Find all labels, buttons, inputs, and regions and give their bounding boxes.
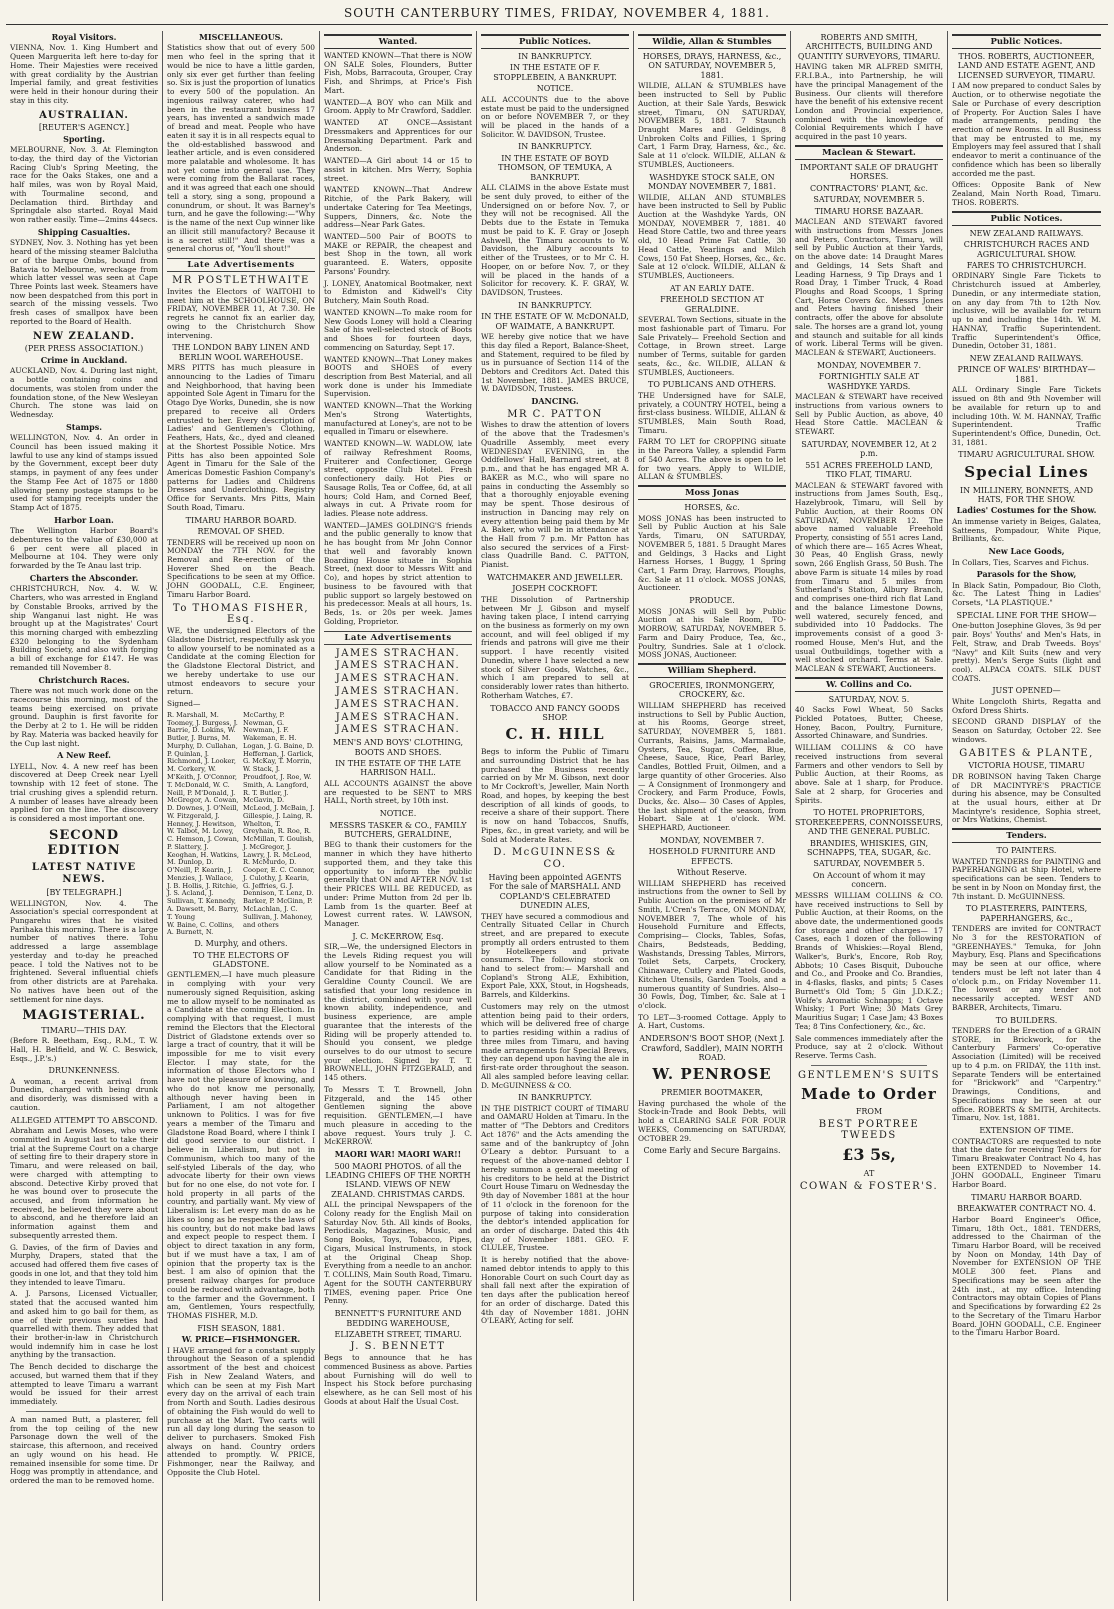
bankruptcy-1-heading: IN THE ESTATE OF F. STOPPLEBEIN, A BANKRUPT.: [493, 63, 617, 82]
bazaar-label: TIMARU HORSE BAZAAR.: [814, 206, 924, 216]
penrose-name: W. PENROSE: [652, 1065, 772, 1084]
farm-text: FARM TO LET for CROPPING situate in the Pareora Valley, a splendid Farm of 540 Acres. The above is open to let for two years. Apply to WILDIE, ALLAN & STUMBLES.: [638, 437, 786, 482]
reef-text: LYELL, Nov. 4. A new reef has been discovered at Deep Creek near Lyell township with 12 feet of stone. The trial crushing gives a splendid return. A number of leases have already been applied for on the line. The discovery is considered a most important one.: [10, 761, 158, 824]
cottage-text: TO LET—3-roomed Cottage. Apply to A. Hart, Customs.: [638, 1012, 786, 1031]
column-4: [477, 31, 634, 1601]
gladstone-text: GENTLEMEN,—I have much pleasure in complying with your very numerously signed Requisition, asking me to allow myself to be nominated as a Candidate at the coming Election. In complying with that request, I must remind the Electors that the Electoral District of Gladstone extends over so large a tract of country, that it will be impossible for me to visit every Elector. I may state, for the information of those Electors who I have not the pleasure of knowing, and who do not know me personally, although never having been in Parliament, I am not altogether unknown to Politics. I was for five years a member of the Timaru and Gladstone Road Board, where I think I did good service to our district. I believe in Liberalism, but not in Communism, which too many of the self-styled Liberals of the day, who advocate liberty for their own views but for no one else, do not vote for. I hold property in all parts of the country, and partially want. My view of Liberalism is: Let every man do as he likes so long as he respects the laws of his country, but do not make bad laws and expect people to respect them. I object to direct taxation in any form, but if we must have a tax, I am of opinion that the property tax is the best. I am also of opinion that the present railway charges for produce could be reduced with advantage, both to the farmer and the Government. I am, Gentlemen, Yours respectfully, THOMAS FISHER, M.D.: [167, 970, 315, 1321]
bennett-address: ELIZABETH STREET, TIMARU.: [334, 1329, 462, 1339]
special-lines: Special Lines: [964, 462, 1089, 481]
notice-heading: NOTICE.: [379, 809, 417, 819]
strachan-4: JAMES STRACHAN.: [335, 685, 461, 697]
price-text: I HAVE arranged for a constant supply throughout the Season of a splendid assortment of the best and choicest Fish in New Zealand Waters, and which can be seen at my Fish Mart every day on the arrival of each train from North and South. Ladies desirous of obtaining the Fish would do well to purchase at the Mart. Two carts will run all day long during the season to deliver to purchasers. Smoked Fish always on hand. Country orders attended to promptly. W. PRICE, Fishmonger, near the Railway, and Opposite the Club Hotel.: [167, 1345, 315, 1477]
wanted-4: WANTED—A Girl about 14 or 15 to assist in kitchen. Mrs Werry, Sophia street.: [324, 156, 472, 183]
tasker-text: BEG to thank their customers for the manner in which they have hitherto supported them, and they take this opportunity to inform the public generally that ON and AFTER NOV. 1st their PRICES WILL BE REDUCED, as under: Prime Mutton from 2d per lb. Lamb from 1s the quarter. Beef at Lowest current rates. W. LAWSON, Manager.: [324, 840, 472, 929]
bennett-text: Begs to announce that he has commenced Business as above. Parties about Furnishing will do well to Inspect his Stock before purchasing elsewhere, as he can Sell most of his Goods at about Half the Usual Cost.: [324, 1353, 472, 1406]
bennett-name: J. S. BENNETT: [350, 1341, 446, 1353]
signed-label: Signed—: [167, 699, 201, 709]
moss-jonas-heading: Moss Jonas: [638, 485, 786, 500]
fortnightly-text: MACLEAN & STEWART have received instructions from various owners to Sell by Public Auction, as above, 40 Head Store Cattle. MACLEAN & STEWART.: [795, 392, 943, 437]
brandies-text: MESSRS WILLIAM COLLINS & CO. have received instructions to Sell by Public Auction, at their Rooms, on the above date, the undermentioned goods for storage and other charges— 17 Cases, each 1 dozen of the following Brands of Whiskies:—Royal Blend, Walker's, Burk's, Encore, Rob Roy, Abbots; 10 Cases Bisquit, Dubouche and Co., and Prooke and Co. Brandies, in 4-flasks, flasks, and pints; 5 Cases Burnett's Old Tom; 5 Gin J.D.K.Z.; Wolfe's Aromatic Schnapps; 1 Octave Whisky; 1 Port Wine; 30 Mats Grey Mauritius Sugar; 1 Case Jam; 43 Boxes Tea; 8 Tins Confectionery, &c., &c.: [795, 890, 943, 1031]
latest-news-heading: LATEST NATIVE NEWS.: [31, 862, 137, 886]
hill-text: Begs to inform the Public of Timaru and surrounding District that he has purchased the Business recently carried on by Mr M. Gibson, next door to Mr Cockroft's, Jeweller, Main North Road, and hopes, by keeping the best description of all kinds of goods, to receive a share of their support. There is now on hand Tobaccos, Snuffs, Pipes, &c., in great variety, and will be Sold at Moderate Rates.: [481, 747, 629, 844]
harbor-loan-text: The Wellington Harbor Board's debentures to the value of £30,000 at 6 per cent were all placed in Melbourne at 104. They were only forwarded by the Te Anau last trip.: [10, 526, 158, 571]
from-label: FROM: [855, 1107, 883, 1117]
gabites-name: GABITES & PLANTE,: [959, 747, 1094, 759]
misc-heading: MISCELLANEOUS.: [199, 32, 283, 42]
wildie-heading: Wildie, Allan & Stumbles: [638, 34, 786, 49]
wanted-2: WANTED—A BOY who can Milk and Groom. Apply to Mr Crawford, Saddler.: [324, 97, 472, 116]
birthday-heading: PRINCE OF WALES' BIRTHDAY—1881.: [957, 365, 1096, 384]
publicans-text: THE Undersigned have for SALE, privately, a COUNTRY HOTEL, being a first-class business. WILDIE, ALLAN & STUMBLES, Main South Road, Timaru.: [638, 390, 786, 435]
wanted-7: J. LONEY, Anatomical Bootmaker, next to Edmiston and Kidwell's City Butchery, Main South Road.: [324, 278, 472, 306]
fortnightly-heading: FORTNIGHTLY SALE AT WASHDYKE YARDS.: [818, 372, 920, 391]
strachan-2: JAMES STRACHAN.: [335, 660, 461, 672]
strachan-text: MEN'S AND BOYS' CLOTHING, BOOTS AND SHOES.: [332, 738, 464, 757]
tobacco-heading: TOBACCO AND FANCY GOODS SHOP.: [490, 703, 620, 723]
wanted-5: WANTED KNOWN—That Andrew Ritchie, of the Park Bakery, will undertake Catering for Tea Meetings, Suppers, Dinners, &c. Note the address—Near Park Gates.: [324, 185, 472, 230]
bankruptcy-4-text: IN THE DISTRICT COURT of TIMARU and OAMARU Holden at Timaru. In the matter of "The Debtors and Creditors Act 1876" and the Acts amending the same and of the bankruptcy of John O'Leary a debtor. Pursuant to a request of the above-named debtor I hereby summon a general meeting of his creditors to be held at the District Court House Timaru on Wednesday the 9th day of November 1881 at the hour of 11 o'clock in the forenoon for the purpose of taking into consideration the debtor's intended application for an order of discharge. Dated this 4th day of November 1881. GEO. F. CLULEE, Trustee.: [481, 1103, 629, 1253]
show-heading: TIMARU AGRICULTURAL SHOW.: [958, 450, 1095, 460]
brandies-heading: BRANDIES, WHISKIES, GIN, SCHNAPPS, TEA, SUGAR, &c.: [806, 838, 932, 858]
washdyke-text: WILDIE, ALLAN AND STUMBLES have been instructed to Sell by Public Auction at the Washdyke Yards, ON MONDAY, NOVEMBER 7, 1881. 40 Head Store Cattle, two and three years old, 10 Head Prime Fat Cattle, 30 Head Cattle, Yearlings and Milch Cows, 150 Fat Sheep, Horses, &c., &c. Sale at 12 o'clock. WILDIE, ALLAN & STUMBLES, Auctioneers.: [638, 192, 786, 281]
acres-heading: 551 ACRES FREEHOLD LAND, TIKO FLAT, TIMARU.: [805, 460, 933, 480]
second-edition-heading: SECOND EDITION: [47, 827, 121, 859]
divider-2: [811, 1065, 927, 1066]
crime-heading: Crime in Auckland.: [40, 354, 128, 365]
bankruptcy-4-text-2: It is hereby notified that the above-named debtor intends to apply to this Honorable Court on such Court day as shall fall next after the expiration of ten days after the publication hereof for an order of discharge. Dated this 4th day of November 1881. JOHN O'LEARY, Acting for self.: [481, 1255, 629, 1326]
shipping-heading: Shipping Casualties.: [37, 226, 131, 237]
wanted-9: WANTED KNOWN—That Loney makes BOOTS and SHOES of every description from Best Material, and all work done is under his Immediate Supervision.: [324, 354, 472, 399]
shepherd-text: WILLIAM SHEPHERD has received instructions to Sell by Public Auction, at his Rooms, George street, SATURDAY, NOVEMBER 5, 1881. Currants, Raisins, Jams, Marmalade, Oysters, Tea, Sugar, Coffee, Blue, Cheese, Sauce, Rice, Pearl Barley, Candles, Bottled Fruit, Oilmen, and a large quantity of other Groceries. Also— A Consignment of Ironmongery and Crockery, and Farm Produce, Fowls, Ducks, &c. Also— 30 Cases of Apples, the last shipment of the season, from Hobart. Sale at 1 o'clock. WM. SHEPHARD, Auctioneer.: [638, 700, 786, 833]
freehold-heading: FREEHOLD SECTION AT GERALDINE.: [660, 295, 764, 314]
builders-heading: TO BUILDERS.: [995, 1015, 1058, 1025]
agents-text-2: Customers may rely on the utmost attention being paid to their orders, which will be delivered free of charge to parties residing within a radius of three miles from Timaru, and having made arrangements for Special Brews, they can depend upon having the ale in first-rate order throughout the season. All ales sampled before leaving cellar. D. McGUINNESS & CO.: [481, 1001, 629, 1090]
bargains-text: Come Early and Secure Bargains.: [643, 1146, 781, 1156]
produce-text: MOSS JONAS will Sell by Public Auction at his Sale Room, TO-MORROW, SATURDAY, NOVEMBER 5. Farm and Dairy Produce, Tea, &c., Poultry, Sundries. Sale at 1 o'clock. MOSS JONAS, Auctioneer.: [638, 606, 786, 660]
telegraph-credit: [BY TELEGRAPH.]: [46, 888, 122, 898]
parasols-heading: Parasols for the Show,: [976, 569, 1077, 580]
harbour-board-heading: TIMARU HARBOR BOARD.: [185, 515, 297, 525]
masthead: [6, 4, 1108, 25]
column-7: [948, 31, 1105, 1601]
royal-heading: Royal Visitors.: [51, 32, 117, 42]
bankruptcy-1: IN BANKRUPTCY.: [518, 52, 592, 62]
sporting-text: MELBOURNE, Nov. 3. At Flemington to-day, the third day of the Victorian Racing Club's Spring Meeting, the race for the Oaks Stakes, one and a half miles, was won by Royal Maid, with Tourmaline second, and Declamation third. Birthday and Springdale also started. Royal Maid won rather easily. Time—2mins 44secs.: [10, 145, 158, 225]
charters-heading: Charters the Absconder.: [29, 572, 139, 583]
display-text: SECOND GRAND DISPLAY of the Season on Saturday, October 22. See windows.: [952, 717, 1101, 744]
suits-heading: GENTLEMEN'S SUITS: [798, 1069, 940, 1081]
mcguinness-name: D. McGUINNESS & CO.: [493, 847, 617, 871]
abscond-text-2: G. Davies, of the firm of Davies and Murphy, Drapers, stated that the accused had offered them five cases of goods in one lot, and that they told him they intended to leave Timaru.: [10, 1242, 158, 1287]
mckerrow-reply: To Messrs T. T. Brownell, John Fitzgerald, and the 145 other Gentlemen signing the above requisition. GENTLEMEN,—I have much pleasure in acceding to the above request. Yours truly J. C. McKERROW.: [324, 1084, 472, 1147]
press-credit: (PER PRESS ASSOCIATION.): [24, 344, 144, 354]
mckerrow-heading: J. C. McKERROW, Esq.: [352, 931, 444, 941]
wanted-11: WANTED KNOWN—W. WADLOW, late of railway Refreshment Rooms, Fruiterer and Confectioner, George street, opposite Club Hotel. Fresh confectionery daily. Hot Pies or Sausage Rolls, Tea or Coffee, 6d, at all hours; Cold Ham, and Corned Beef, always in cut. A Private room for ladies. Please note address.: [324, 439, 472, 518]
maclean-heading: Maclean & Stewart.: [795, 145, 943, 160]
linen-text: MRS PITTS has much pleasure in announcing to the Ladies of Timaru and Neighborhood, that having been appointed Sole Agent in Timaru for the Otago Dye Works, Dunedin, she is now prepared to receive all Orders entrusted to her. Every description of Ladies' and Gentlemen's Clothing, Feathers, Hats, &c., dyed and cleaned at the Shortest Possible Notice. Mrs Pitts has also been appointed Sole Agent in Timaru for the Sale of the Americas Domestic Fashion Company's patterns for Ladies and Childrens Dresses and Underclothing. Registry Office for Servants. Mrs Pitts, Main South Road, Timaru.: [167, 363, 315, 512]
price-heading: W. PRICE—FISHMONGER.: [181, 1334, 301, 1345]
strachan-1: JAMES STRACHAN.: [335, 647, 461, 659]
public-notices-heading-3: Public Notices.: [952, 211, 1101, 226]
reuter-credit: [REUTER'S AGENCY.]: [38, 123, 130, 133]
crime-text: AUCKLAND, Nov. 4. During last night, a bottle containing coins and documents, was stolen from under the foundation stone, of the New Wesleyan Church. The stone was laid on Wednesday.: [10, 366, 158, 419]
parasols-text: In Black Satin, Pompadour, Bio Cloth, &c. The Latest Thing in Ladies' Corsets, "LA PLASTIQUE.": [952, 580, 1101, 608]
moss-text: MOSS JONAS has been instructed to Sell by Public Auction at his Sale Yards, Timaru, ON SATURDAY, NOVEMBER 5, 1881. 5 Draught Mares and Geldings, 3 Hacks and Light Harness Horses, 1 Buggy, 1 Spring Cart, 1 Farm Dray, Harrows, Ploughs, &c. Sale at 11 o'clock. MOSS JONAS, Auctioneer.: [638, 513, 786, 593]
roberts-heading: ROBERTS AND SMITH, ARCHITECTS, BUILDING AND QUANTITY SURVEYORS, TIMARU.: [797, 33, 941, 61]
rail-heading-2: NEW ZEALAND RAILWAYS.: [969, 353, 1084, 363]
agents-text: THEY have secured a commodious and Centrally Situated Cellar in Church street, and are prepared to execute promptly all orders entrusted to them by Hotelkeepers and private consumers. The following stock on hand to select from:— Marshall and Copland's Strong ALE, Exhibition, Export Pale, XXX, Stout, in Hogsheads, Barrels, and Kilderkins.: [481, 911, 629, 1000]
draught-text: MACLEAN AND STEWART favored with instructions from Messrs Jones and Peters, Contractors, Timaru, will sell by Public Auction at their Yards, on the above date: 14 Draught Mares and Geldings, 14 Sets Shaft and Leading Harness, 9 Tip Drays and 1 Road Dray, 1 Timber Truck, 4 Road Ploughs and Road Scoops, 1 Spring Cart, Horse Covers &c. Messrs Jones and Peters having finished their contracts, offer the above for absolute sale. The horses are a grand lot, young and staunch and suitable for all kinds of work. Liberal Terms will be given. MACLEAN & STEWART, Auctioneers.: [795, 217, 943, 358]
wanted-6: WANTED—500 Pair of BOOTS to MAKE or REPAIR, the cheapest and best Shop in the town, all work guaranteed. E. Waters, opposite Parsons' Foundry.: [324, 231, 472, 276]
robinson-text: DR ROBINSON having Taken Charge of DR MACINTYRE'S PRACTICE during his absence, may be Consulted at the usual hours, either at Dr Macintyre's residence, Sophia street, or Mrs Watkins, Chemist.: [952, 771, 1101, 825]
bennett-heading: BENNETT'S FURNITURE AND BEDDING WAREHOUSE,: [334, 1309, 462, 1328]
fish-season-heading: FISH SEASON, 1881.: [197, 1323, 285, 1333]
reef-heading: A New Reef.: [57, 750, 111, 761]
australian-heading: AUSTRALIAN.: [39, 109, 129, 121]
wcollins-text-2: WILLIAM COLLINS & CO have received instructions from several Farmers and other vendors to Sell by Public Auction, at their Rooms, as above. Sale at 1 sharp, for Produce. Sale at 2 sharp, for Groceries and Spirits.: [795, 743, 943, 805]
dancing-heading: DANCING.: [531, 396, 579, 407]
groceries-heading: GROCERIES, IRONMONGERY, CROCKERY, &c.: [649, 681, 775, 700]
timaru-today: TIMARU—THIS DAY.: [41, 1025, 127, 1035]
abscond-text-3: A. J. Parsons, Licensed Victualler, stated that the accused wanted him and asked him to go bail for them, as one of their previous sureties had quarrelled with them. They added that their brother-in-law in Christchurch would indemnify him in case he lost anything by the transaction.: [10, 1289, 158, 1360]
maori-heading: MAORI WAR! MAORI WAR!!: [334, 1149, 462, 1160]
account-label: On Account of whom it may concern.: [812, 870, 926, 890]
acres-text: MACLEAN & STEWART favored with instructions from James South, Esq., Hazelybrook, Timaru, will Sell by Public Auction, at their Rooms ON SATURDAY, NOVEMBER 12. The above named valuable Freehold Property, consisting of 551 acres Land, of which there are— 165 Acres Wheat, 30 Peas, 40 English Grass, newly sown, 266 English Grass, 50 Bush. The above Farm is situate 14 miles by road from Timaru and 5 miles from Sutherland's Station, Albury Branch, and comprises one-third rich flat Land and the balance Limestone Downs, well watered, securely fenced, and subdivided into 10 Paddocks. The improvements consist of a good 3-roomed House, Men's Hut, and the usual Outbuildings, together with a well stocked orchard. Terms at Sale. MACLEAN & STEWART, Auctioneers.: [795, 480, 943, 674]
sporting-heading: Sporting.: [63, 133, 105, 144]
fisher-heading: To THOMAS FISHER, Esq.: [172, 602, 310, 626]
extension-text: CONTRACTORS are requested to note that the date for receiving Tenders for Timaru Breakwater Contract No 4, has been EXTENDED to November 14. JOHN GOODALL, Engineer Timaru Harbor Board.: [952, 1136, 1101, 1190]
gladstone-heading: TO THE ELECTORS OF GLADSTONE.: [192, 950, 290, 969]
agents-heading: Having been appointed AGENTS For the sale of MARSHALL AND COPLAND'S CELEBRATED DUNEDIN ALES,: [488, 872, 622, 911]
harbor-loan-heading: Harbor Loan.: [54, 514, 114, 525]
millinery-heading: IN MILLINERY, BONNETS, AND HATS, FOR THE SHOW.: [959, 485, 1094, 504]
abscond-heading: ALLEGED ATTEMPT TO ABSCOND.: [10, 1115, 158, 1125]
lace-text: In Collars, Ties, Scarves and Fichus.: [952, 557, 1089, 567]
sat5-label: SATURDAY, NOVEMBER 5.: [813, 195, 925, 205]
signatory-names-a: R. Marshall, M. Toomey, J. Burgess, J. Barrie, D. Lokins, W. Butler, J. Burns, M. Murphy, D. Cullahan, P. Quinlan, J. Richmond, J. Looker, M. Corkery, W. M'Keith, J. O'Connor, T. McDonald, W. C. Neill, P. M'Donald, J. McGregor, A. Cowan, D. Downes, J. O'Neill, W. Fitzgerald, J. Henney, J. Hewitson, W. Talbot, M. Lovey, C. Hemson, J. Cowan, P. Slattery, J. Keoghan, H. Watkins, M. Dunlop, D. O'Neill, P. Kearin, J. Menzies, J. Wallace, J. B. Hollis, J. Ritchie, J. S. Acland, J. Sullivan, T. Kennedy, A. Dawsett, M. Barry, T. Young: [167, 710, 240, 921]
reserve-label: Without Reserve.: [677, 868, 747, 878]
hill-name: C. H. HILL: [505, 725, 605, 744]
bankruptcy-2-text: ALL CLAIMS in the above Estate must be sent duly proved, to either of the Undersigned on or before Nov. 7, or they will not be recognised. All the Debts due to the Estate in Temuka must be paid to K. F. Gray or Joseph Ashwell, the Timaru accounts to W. Davidson, the Albury accounts to either of the Trustees, or to Mr C. H. Hooper, on or before Nov. 7, or they will be placed in the hands of a Solicitor for recovery. K. F. GRAY, W. DAVIDSON, Trustees.: [481, 183, 629, 297]
lace-heading: New Lace Goods,: [988, 546, 1065, 557]
wanted-10: WANTED KNOWN—That the Working Men's Strong Watertights, manufactured at Loney's, are not to be equalled in Timaru or elsewhere.: [324, 401, 472, 437]
strachan-5: JAMES STRACHAN.: [335, 698, 461, 710]
stamps-text: WELLINGTON, Nov. 4. An order in Council has been issued making it lawful to use any kind of stamps issued by the Government, except beer duty stamps, in payment of any fees under the Stamp Fee Act of 1875 or 1880 allowing penny postage stamps to be used for stamping receipts under the Stamp Act of 1875.: [10, 433, 158, 513]
shed-heading: REMOVAL OF SHED.: [197, 527, 285, 537]
signatory-names-b: W. Baine, C. Collins, A. Burnett, N. McCarthy, P. Newman, G. Newman, J. F. Wakeman, E. H. Logan, J. G. Baine, D. Heffernan, J. Garlick, G. McKay, T. Morrin, W. Stack, J. Proudfoot, J. Roe, W. Smith, A. Langford, R. T. Butler, J. McGavin, D. McLeod, J. McBain, J. Gillespie, J. Laing, R. Whelton, T. Greyhain, R. Roe, R. McMillan, T. Goulish, J. McGregor, J. Lawry, J. R. McLeod, R. McMurdo, D. Cooper, E. C. Connor, J. Culothy, J. Kearin, G. Jeffries, G. J. Dennison, T. Lenz, D. Barker, P. McGinn, P. McLachlan, J. C. Sullivan, J. Mahoney, and others: [167, 710, 315, 937]
fares-text: ORDINARY Single Fare Tickets to Christchurch issued at Amberley, Dunedin, or any intermediate station, on any day from 7th to 12th Nov. inclusive, will be available for return up to and including the 14th. W. M. HANNAY, Traffic Superintendent. Traffic Superintendent's Office, Dunedin, October 31, 1881.: [952, 271, 1101, 351]
late-adv-heading-2: Late Advertisements: [324, 631, 472, 645]
horses-heading: HORSES, DRAYS, HARNESS, &c., ON SATURDAY, NOVEMBER 5, 1881.: [642, 52, 782, 80]
misc-text: Statistics show that out of every 500 men who feel in the spring that it would be nice to have a little garden, only six ever get further than feeling so. Six is just the proportion of lunatics to every 500 of the population. An ingenious railway caterer, who had been in the restaurant business 17 years, has invented a sandwich made of bread and meat. People who have eaten it say it is in all respects equal to the old-established basswood and leather article, and is even considered more palatable and wholesome. It has not yet come into general use. They were coming from the Ballarat races, and it was agreed that each one should tell a story, sing a song, propound a conundrum, or shout. It was Barney's turn, and he gave the following:—"Why is the name of the next Cup winner like an illicit still manufactory? Because it is a secret still!" And there was a general chorus of, "You'll shout!": [167, 43, 316, 254]
wanted-8: WANTED KNOWN—To make room for New Goods Loney will hold a Clearing Sale of his well-selected stock of Boots and Shoes for fourteen days, commencing on Saturday, Sept 17.: [324, 307, 472, 352]
drunk-text: A woman, a recent arrival from Dunedin, charged with being drunk and disorderly, was dismissed with a caution.: [10, 1076, 158, 1112]
breakwater-text: Harbor Board Engineer's Office, Timaru, 18th Oct., 1881. TENDERS, addressed to the Chairman of the Timaru Harbor Board, will be received by Noon on Monday, 14th Day of November for EXTENSION OF THE MOLE 300 feet. Plans and Specifications may be seen after the 24th inst., at my office. Intending Contractors may obtain Copies of Plans and Specifications by forwarding £2 2s to the Secretary of the Timaru Harbor Board. JOHN GOODALL, C.E. Engineer to the Timaru Harbor Board.: [952, 1214, 1101, 1338]
strachan-6: JAMES STRACHAN.: [335, 711, 461, 723]
special-line-heading: SPECIAL LINE FOR THE SHOW—: [956, 610, 1097, 620]
costumes-text: An immense variety in Beiges, Galatea, Satteens, Pompadour, White Pique, Brilliants, &c.: [952, 516, 1101, 544]
just-opened-text: White Longcloth Shirts, Regatta and Oxford Dress Shirts.: [952, 696, 1101, 715]
made-to-order: Made to Order: [801, 1084, 937, 1103]
public-notices-heading-2: Public Notices.: [952, 34, 1101, 49]
abscond-text: Abraham and Lewis Moses, who were committed in August last to take their trial at the Supreme Court on a charge of setting fire to their drapery store in Timaru, and were released on bail, were charged with attempting to abscond. Detective Kirby proved that he was bound over to prosecute the accused, and from information he received, he believed they were about to abscond, and he therefore laid an information against them and subsequently arrested them.: [10, 1126, 158, 1240]
wcollins-heading: W. Collins and Co.: [795, 677, 943, 692]
maori-photos: 500 MAORI PHOTOS. of all the LEADING CHIEFS OF THE NORTH ISLAND. VIEWS OF NEW ZEALAND. CHRISTMAS CARDS.: [325, 1161, 471, 1199]
masthead-title: SOUTH CANTERBURY TIMES, FRIDAY, NOVEMBER 4, 1881.: [344, 6, 770, 20]
fares-heading: FARES TO CHRISTCHURCH.: [966, 260, 1087, 270]
extension-heading: EXTENSION OF TIME.: [979, 1126, 1074, 1136]
costumes-heading: Ladies' Costumes for the Show.: [956, 505, 1097, 516]
stamps-heading: Stamps.: [65, 421, 102, 432]
publicans-heading: TO PUBLICANS AND OTHERS.: [648, 380, 776, 390]
signatory-list: [167, 712, 315, 937]
races-heading: Christchurch Races.: [38, 674, 130, 685]
linen-heading: THE LONDON BABY LINEN AND BERLIN WOOL WAREHOUSE.: [172, 343, 310, 362]
late-adv-heading: Late Advertisements: [167, 258, 315, 272]
brandies-text-2: Sale commences immediately after the Produce, say at 2 o'clock. Without Reserve. Terms Cash.: [795, 1033, 943, 1061]
wanted-1: WANTED KNOWN—That there is NOW ON SALE Soles, Flounders, Butter Fish, Mobs, Barracouta, Grouper, Cray Fish, and Shrimps, at Price's Fish Mart.: [324, 51, 472, 95]
postlethwaite-text: Invites the Electors of WAITOHI to meet him at the SCHOOLHOUSE, ON FRIDAY, NOVEMBER 11, At 7.30. He regrets he cannot fix an earlier day, owing to the Christchurch Show intervening.: [167, 286, 315, 340]
penrose-text: Having purchased the whole of the Stock-in-Trade and Book Debts, will hold a CLEARING SALE FOR FOUR WEEKS, Commencing on SATURDAY, OCTOBER 29.: [638, 1098, 786, 1143]
freehold-text: SEVERAL Town Sections, situate in the most fashionable part of Timaru. For Sale Privately— Freehold Section and Cottage, in Brown street. Large number of Terms, suitable for garden seats, &c., &c. WILDIE, ALLAN & STUMBLES, Auctioneers.: [638, 315, 786, 377]
draught-heading: IMPORTANT SALE OF DRAUGHT HORSES.: [800, 162, 938, 182]
plant-heading: CONTRACTORS' PLANT, &c.: [810, 183, 928, 193]
nz-heading: NEW ZEALAND.: [33, 330, 135, 342]
breakwater-heading: BREAKWATER CONTRACT NO. 4.: [957, 1204, 1096, 1214]
roberts-text: HAVING taken MR ALFRED SMITH, F.R.I.B.A., into Partnership, he will have the principal Management of the Business. Our clients will therefore have the benefit of his extensive recent London and Provincial experience, combined with the knowledge of Colonial Requirements which I have acquired in the past 10 years.: [795, 62, 943, 142]
bankruptcy-4: IN BANKRUPTCY.: [518, 1093, 592, 1103]
painters-text: WANTED TENDERS for PAINTING and PAPERHANGING at Ship Hotel, where specifications can be seen. Tenders to be sent in by Noon on Monday first, the 7th instant. D. McGUINNESS.: [952, 856, 1101, 901]
bankruptcy-3: IN BANKRUPTCY.: [518, 300, 592, 310]
sat12-label: SATURDAY, NOVEMBER 12, At 2 p.m.: [801, 439, 937, 459]
harrison-heading: IN THE ESTATE OF THE LATE HARRISON HALL.: [335, 759, 461, 778]
magisterial-heading: MAGISTERIAL.: [22, 1008, 146, 1024]
birthday-text: ALL Ordinary Single Fare Tickets issued on 8th and 9th November will be available for return up to and including 10th. W. M. HANNAY, Traffic Superintendent. Traffic Superintendent's Office, Dunedin, Oct. 31, 1881.: [952, 385, 1101, 447]
accident-text: A man named Butt, a plasterer, fell from the top ceiling of the new Parsonage down the well of the staircase, this afternoon, and received an ugly wound on his head. He remained insensible for some time. Dr Hogg was promptly in attendance, and ordered the man to be removed home.: [10, 1414, 158, 1485]
thos-offices: Offices: Opposite Bank of New Zealand, Main North Road, Timaru. THOS. ROBERTS.: [952, 180, 1101, 207]
moss-horses: HORSES, &c.: [684, 503, 740, 513]
just-opened-heading: JUST OPENED—: [992, 686, 1061, 696]
hb-heading: TIMARU HARBOR BOARD.: [971, 1192, 1082, 1202]
harrison-text: ALL ACCOUNTS AGAINST the above are requested to be SENT to MRS HALL, North street, by 10th inst.: [324, 778, 472, 806]
shed-text: TENDERS will be received up noon on MONDAY the 7TH NOV. for the Removal and Re-erection of the Hoverer Shed on the Beach. Specifications to be seen at my Office. JOHN GOODALL, C.E. Engineer, Timaru Harbor Board.: [167, 537, 315, 599]
column-1: [6, 31, 163, 1601]
tenders-heading: Tenders.: [952, 828, 1101, 843]
drunk-heading: DRUNKENNESS.: [48, 1066, 120, 1076]
thos-text: I AM now prepared to conduct Sales by Auction, or to otherwise negotiate the Sale or Purchase of every description of Property. For Auction Sales I have made arrangements, pending the erection of new Rooms. In all Business that may be entrusted to me, my Employers may feel assured that I shall endeavor to merit a continuance of the confidence which has been so liberally accorded me the past.: [952, 81, 1101, 178]
hotel-heading: TO HOTEL PROPRIETORS, STOREKEEPERS, CONNOISSEURS, AND THE GENERAL PUBLIC.: [795, 808, 943, 837]
cockroft-text: THE Dissolution of Partnership between Mr J. Gibson and myself having taken place, I intend carrying on the business as formerly on my own account, and will feel obliged if my friends and patrons will give me their support. I have recently visited Dunedin, where I have selected a new stock of Silver Goods, Watches, &c., which I am prepared to sell at considerably lower rates than hitherto. Rotherham Watches, £7.: [481, 594, 629, 700]
wcollins-text: 40 Sacks Fowl Wheat, 50 Sacks Pickled Potatoes, Butter, Cheese, Honey, Bacon, Poultry, Furniture, Assorted Chinaware, and Sundries.: [795, 705, 943, 741]
monday7-label: MONDAY, NOVEMBER 7.: [816, 360, 922, 370]
strachan-7: JAMES STRACHAN.: [335, 724, 461, 736]
special-line-text: One-button Josephine Gloves, 3s 9d per pair. Boys' Youths' and Men's Hats, in Felt, Straw, and Drab Tweeds. Boys' "Navy" and Kilt Suits (new and very pretty). Men's Serge Suits (light and cool). ALPACA COATS. SILK DUST COATS.: [952, 621, 1101, 683]
bankruptcy-3-heading: IN THE ESTATE OF W. McDONALD, OF WAIMATE, A BANKRUPT.: [481, 312, 629, 331]
divider: [26, 1411, 142, 1412]
monday-heading: MONDAY, NOVEMBER 7.: [659, 835, 765, 845]
builders-text: TENDERS for the Erection of a GRAIN STORE, in Brickwork, for the Canterbury Farmers' Co-operative Association (Limited) will be received up to 4 p.m. on FRIDAY, the 11th inst. Separate Tenders will be entertained for "Brickwork" and "Carpentry." Drawings, Conditions, and Specifications may be seen at our office. ROBERTS & SMITH, Architects. Timaru, Nov. 1st, 1881.: [952, 1026, 1101, 1123]
cockroft-name: JOSEPH COCKROFT.: [512, 584, 598, 594]
column-5: [634, 31, 791, 1601]
latest-text: WELLINGTON, Nov. 4. The Association's special correspondent at Pungarehu wires that he visited Parihaka this morning. There is a large number of natives there. Tohu addressed a large assemblage yesterday and to-day he preached peace. I told the Natives not to be frightened. Several influential chiefs from other districts are at Parehaka. No natives have been out of the settlement for nine days.: [10, 898, 158, 1004]
washdyke-heading: WASHDYKE STOCK SALE, ON MONDAY NOVEMBER 7, 1881.: [647, 172, 777, 192]
plasterers-text: TENDERS are invited for CONTRACT No 3 for the RESTORATION of "GREENHAYES." Temuka, for John Maybury, Esq. Plans and Specifications may be seen at our office, where tenders must be left not later than 4 o'clock p.m., on Friday November 11. The lowest or any tender not necessarily accepted. WEST AND BARBER, Architects, Timaru.: [952, 924, 1101, 1012]
tweeds-label: BEST PORTREE TWEEDS: [818, 1118, 920, 1142]
victoria-house: VICTORIA HOUSE, TIMARU: [968, 761, 1085, 771]
column-3: [320, 31, 477, 1601]
boot-shop-heading: ANDERSON'S BOOT SHOP, (Next J. Crawford, Saddler), MAIN NORTH ROAD.: [639, 1034, 785, 1063]
bench-text: (Before R. Beetham, Esq., R.M., T. W. Hall, H. Belfield, and W. C. Beswick, Esqs., J.P.'s.): [10, 1036, 158, 1063]
plasterers-heading: TO PLASTERERS, PAINTERS, PAPERHANGERS, &c.,: [965, 904, 1088, 923]
wanted-12: WANTED—JAMES GOLDING'S friends and the public generally to know that he has bought from Mr John Connor that well and favorably known Boarding House situate in Sophia Street, (next door to Messrs Witt and Co), and hopes by strict attention to business to be favoured with that public support so largely bestowed on his predecessor. Meals at all hours, 1s. Beds, 1s. or 20s per week. James Golding, Proprietor.: [324, 520, 472, 626]
fisher-text: WE, the undersigned Electors of the Gladstone District, respectfully ask you to allow yourself to be nominated as a Candidate at the coming Election for the Gladstone Electoral District, and we hereby undertake to use our utmost endeavors to secure your return.: [167, 626, 315, 697]
strachan-3: JAMES STRACHAN.: [335, 673, 461, 685]
shipping-text: SYDNEY, Nov. 3. Nothing has yet been heard of the missing steamer Balclutha or of the barque Ombs, bound from Batavia to Melbourne, wreckage from which latter vessel was seen at Cape Three Points last week. Steamers have now been despatched from this port in search of the missing vessels. Two fresh cases of smallpox have been reported to the Board of Health.: [10, 238, 158, 326]
mckerrow-text: SIR,—We, the undersigned Electors in the Levels Riding request you will allow yourself to be Nominated as a Candidate for that Riding in the Geraldine County Council. We are satisfied that your long residence in the district, combined with your well known ability, independence, and business experience, are ample guarantee that the interests of the Riding will be properly attended to. Should you consent, we pledge ourselves to do our utmost to secure your election. Signed by T. T. BROWNELL, JOHN FITZGERALD, and 145 others.: [324, 942, 472, 1083]
patton-name: MR C. PATTON: [507, 408, 603, 420]
tasker-heading: MESSRS TASKER & CO., FAMILY BUTCHERS, GERALDINE,: [329, 820, 467, 839]
royal-text: VIENNA, Nov. 1. King Humbert and Queen Marguerita left here to-day for Home. Their Majesties were received with great cordiality by the Austrian Imperial family, and great festivities were held in their honour during their stay in this city.: [10, 43, 158, 105]
public-notices-heading: Public Notices.: [481, 34, 629, 49]
abscond-text-4: The Bench decided to discharge the accused, but warned them that if they attempted to leave Timaru a warrant would be issued for their arrest immediately.: [10, 1362, 158, 1407]
at-label: AT: [863, 1169, 875, 1179]
suit-price: £3 5s,: [842, 1145, 896, 1165]
bankruptcy-3-text: WE hereby give notice that we have this day filed a Report, Balance-Sheet, and Statement, required to be filed by us in pursuance of Section 114 of the Debtors and Creditors Act. Dated this 1st November, 1881. JAMES BRUCE, W. DAVIDSON, Trustees.: [481, 332, 629, 394]
bankruptcy-2: IN BANKRUPTCY.: [518, 142, 592, 152]
horses-text: WILDIE, ALLAN & STUMBLES have been instructed to Sell by Public Auction, at their Sale Yards, Beswick street, Timaru, ON SATURDAY, NOVEMBER 5, 1881. 7 Staunch Draught Mares and Geldings, 8 Unbroken Colts and Fillies, 1 Spring Cart, 1 Farm Dray, Harness, &c., &c. Sale at 11 o'clock. WILDIE, ALLAN & STUMBLES, Auctioneers.: [638, 81, 786, 169]
bankruptcy-2-heading: IN THE ESTATE OF BOYD THOMSON, OF TEMUKA, A BANKRUPT.: [498, 153, 612, 182]
column-6: [791, 31, 948, 1601]
thos-heading: THOS. ROBERTS, AUCTIONEER, LAND AND ESTATE AGENT, AND LICENSED SURVEYOR, TIMARU.: [957, 52, 1096, 80]
household-text: WILLIAM SHEPHERD has received instructions from the owner to Sell by Public Auction on the premises of Mr Smith, L'Cren's Terrace, ON MONDAY, NOVEMBER 7, The whole of his Household Furniture and Effects, Comprising— Clocks, Tables, Sofas, Chairs, Bedsteads, Bedding, Washstands, Dressing Tables, Mirrors, Toilet Sets, Carpets, Crockery, Chinaware, Cutlery and Plated Goods, Kitchen Utensils, Garden Tools, and a numerous quantity of Sundries. Also— 30 Fowls, Dog, Timber, &c. Sale at 1 o'clock.: [638, 878, 786, 1010]
early-date: AT AN EARLY DATE.: [669, 283, 755, 293]
shepherd-heading: William Shepherd.: [638, 663, 786, 678]
collins-text: ALL the principal Newspapers of the Colony ready for the English Mail on Saturday Nov. 5th. All kinds of Books, Periodicals, Magazines, Music, and Song Books, Toys, Tobacco, Pipes, Cigars, Musical Instruments, in stock at the Original Cheap Shop. Everything from a needle to an anchor. T. COLLINS, Main South Road, Timaru. Agent for the SOUTH CANTERBURY TIMES, evening paper. Price One Penny.: [324, 1200, 472, 1306]
notice-label: NOTICE.: [536, 84, 574, 94]
painters-heading: TO PAINTERS.: [996, 846, 1057, 856]
wanted-heading: Wanted.: [324, 34, 472, 49]
satnov5-label: SATURDAY, NOV. 5.: [828, 694, 910, 704]
premier-label: PREMIER BOOTMAKER,: [661, 1088, 763, 1098]
produce-heading: PRODUCE.: [689, 596, 735, 606]
patton-text: Wishes to draw the attention of lovers of the above that the Tradesmen's Quadrille Assembly, meet every WEDNESDAY EVENING, in the Oddfellows' Hall, Barnard street, at 8 p.m., and that he has engaged MR A. BAKER as M.C., who will spare no pains in conducting the Assembly so that a thoroughly enjoyable evening may be spent. Those desirous of instruction in Dancing may rely on every attention being paid them by Mr A. Baker, who will be in attendance at the Hall from 7 p.m. Mr Patton has also secured the services of a First-class Quadrille Band. C. PATTON, Pianist.: [481, 420, 629, 570]
postlethwaite-name: MR POSTLETHWAITE: [172, 275, 310, 287]
signatory-names-c: D. Murphy, and others.: [194, 939, 288, 949]
bankruptcy-1-text: ALL ACCOUNTS due to the above estate must be paid to the undersigned on or before NOVEMBER 7, or they will be placed in the hands of a Solicitor. W. DAVIDSON, Trustee.: [481, 94, 629, 139]
wanted-3: WANTED AT ONCE—Assistant Dressmakers and Apprentices for our Dressmaking Department. Park and Anderson.: [324, 118, 472, 154]
satnov5b-label: SATURDAY, NOVEMBER 5.: [813, 859, 925, 869]
races-text: There was not much work done on the racecourse this morning, most of the teams being exercised on private ground. Dauphin is first favorite for the Derby at 2 to 1. He will be ridden by Ray. Materia was backed heavily for the Cup last night.: [10, 686, 158, 748]
rail-heading-1: NEW ZEALAND RAILWAYS.: [969, 228, 1084, 238]
columns: [6, 31, 1108, 1601]
column-2: [163, 31, 320, 1601]
races-heading-2: CHRISTCHURCH RACES AND AGRICULTURAL SHOW.: [963, 240, 1090, 259]
charters-text: CHRISTCHURCH, Nov. 4. W. W. Charters, who was arrested in England by Constable Brooks, arrived by the ship Wanganui last night. He was brought up at the Magistrates' Court this morning charged with embezzling £320 belonging to the Sydenham Building Society, and also with forging a bill of exchange for £147. He was remanded till November 8.: [10, 584, 158, 672]
household-heading: HOSEHOLD FURNITURE AND EFFECTS.: [648, 847, 776, 866]
watchmaker-heading: WATCHMAKER AND JEWELLER.: [487, 572, 623, 582]
cowan-name: COWAN & FOSTER'S.: [799, 1180, 939, 1192]
